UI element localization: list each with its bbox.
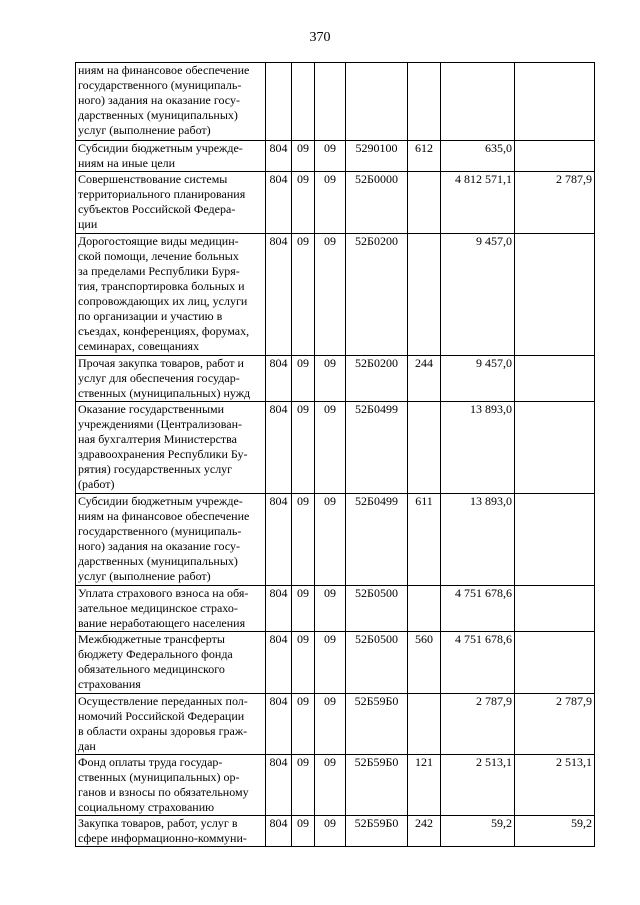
description-line: учреждениями (Централизован-: [78, 416, 243, 431]
amount-cell: 2 787,9: [515, 693, 595, 754]
budget-table: [75, 62, 595, 847]
description-line: ная бухгалтерия Министерства: [78, 432, 238, 447]
amount-cell: 9 457,0: [441, 233, 515, 355]
description-line: ного) задания на оказание госу-: [78, 539, 240, 554]
description-line: субъектов Российской Федера-: [78, 202, 236, 217]
description-line: дарственных (муниципальных): [78, 108, 238, 123]
code-cell: 52Б0499: [346, 493, 408, 585]
description-line: за пределами Республики Буря-: [78, 263, 240, 278]
code-cell: [266, 63, 292, 141]
code-cell: [408, 233, 441, 355]
description-line: здравоохранения Республики Бу-: [78, 447, 248, 462]
code-cell: 09: [315, 754, 346, 815]
amount-cell: 4 751 678,6: [441, 632, 515, 693]
code-cell: 09: [292, 693, 315, 754]
description-line: государственного (муниципаль-: [78, 524, 242, 539]
description-line: ного) задания на оказание госу-: [78, 93, 240, 108]
code-cell: 804: [266, 585, 292, 631]
description-line: услуг (выполнение работ): [78, 569, 211, 584]
amount-cell: 13 893,0: [441, 493, 515, 585]
code-cell: 09: [292, 585, 315, 631]
table-row: [76, 141, 595, 172]
code-cell: 09: [292, 401, 315, 493]
description-cell: [76, 754, 266, 815]
amount-cell: [515, 401, 595, 493]
code-cell: 52Б0200: [346, 233, 408, 355]
description-cell: [76, 172, 266, 233]
code-cell: 612: [408, 141, 441, 172]
description-line: вание неработающего населения: [78, 616, 246, 631]
code-cell: 611: [408, 493, 441, 585]
description-line: съездах, конференциях, форумах,: [78, 324, 250, 339]
code-cell: 804: [266, 816, 292, 847]
description-line: зательное медицинское страхо-: [78, 600, 238, 615]
description-line: по организации и участию в: [78, 309, 223, 324]
amount-cell: [515, 493, 595, 585]
description-line: Субсидии бюджетным учрежде-: [78, 141, 243, 155]
description-line: Осуществление переданных пол-: [78, 693, 248, 708]
description-cell: [76, 632, 266, 693]
description-line: ственных (муниципальных) нужд: [78, 385, 251, 400]
description-line: номочий Российской Федерации: [78, 708, 245, 723]
description-line: услуг для обеспечения государ-: [78, 370, 240, 385]
code-cell: 09: [292, 632, 315, 693]
code-cell: 09: [315, 493, 346, 585]
code-cell: 09: [292, 754, 315, 815]
description-line: страхования: [78, 677, 141, 692]
code-cell: 09: [315, 693, 346, 754]
code-cell: 804: [266, 493, 292, 585]
description-line: Уплата страхового взноса на обя-: [78, 585, 249, 600]
description-line: сфере информационно-коммуни-: [78, 831, 247, 846]
code-cell: 09: [292, 172, 315, 233]
table-row: [76, 493, 595, 585]
code-cell: 804: [266, 355, 292, 401]
description-line: тия, транспортировка больных и: [78, 278, 245, 293]
code-cell: 244: [408, 355, 441, 401]
table-row: [76, 355, 595, 401]
description-cell: [76, 816, 266, 847]
code-cell: 09: [315, 632, 346, 693]
description-line: семинарах, совещаниях: [78, 339, 200, 354]
code-cell: 52Б59Б0: [346, 693, 408, 754]
code-cell: 121: [408, 754, 441, 815]
code-cell: 804: [266, 401, 292, 493]
table-row: [76, 401, 595, 493]
description-line: ниям на финансовое обеспечение: [78, 63, 250, 77]
table-body: [76, 63, 595, 847]
description-cell: [76, 401, 266, 493]
amount-cell: [515, 355, 595, 401]
amount-cell: [515, 632, 595, 693]
table-row: [76, 63, 595, 141]
code-cell: [408, 585, 441, 631]
amount-cell: 2 513,1: [441, 754, 515, 815]
code-cell: 52Б0200: [346, 355, 408, 401]
code-cell: 09: [315, 401, 346, 493]
description-cell: [76, 63, 266, 141]
amount-cell: [515, 233, 595, 355]
code-cell: 5290100: [346, 141, 408, 172]
code-cell: [408, 172, 441, 233]
code-cell: 804: [266, 141, 292, 172]
code-cell: 09: [315, 355, 346, 401]
code-cell: 09: [292, 233, 315, 355]
table-row: [76, 172, 595, 233]
code-cell: [346, 63, 408, 141]
description-line: Совершенствование системы: [78, 172, 228, 187]
amount-cell: [515, 141, 595, 172]
table-row: [76, 632, 595, 693]
amount-cell: 2 513,1: [515, 754, 595, 815]
code-cell: 09: [315, 141, 346, 172]
code-cell: [408, 401, 441, 493]
amount-cell: 4 751 678,6: [441, 585, 515, 631]
amount-cell: 2 787,9: [441, 693, 515, 754]
code-cell: 52Б59Б0: [346, 754, 408, 815]
description-line: социальному страхованию: [78, 800, 215, 815]
description-cell: [76, 693, 266, 754]
code-cell: 804: [266, 172, 292, 233]
description-line: рятия) государственных услуг: [78, 462, 233, 477]
description-line: дан: [78, 738, 96, 753]
table-row: [76, 816, 595, 847]
code-cell: 09: [315, 585, 346, 631]
description-cell: [76, 355, 266, 401]
code-cell: 09: [315, 816, 346, 847]
code-cell: 52Б0499: [346, 401, 408, 493]
description-line: ниям на иные цели: [78, 156, 176, 171]
amount-cell: 13 893,0: [441, 401, 515, 493]
description-cell: [76, 233, 266, 355]
description-line: (работ): [78, 477, 115, 492]
code-cell: [408, 693, 441, 754]
amount-cell: 2 787,9: [515, 172, 595, 233]
code-cell: 52Б0000: [346, 172, 408, 233]
description-line: ганов и взносы по обязательному: [78, 785, 249, 800]
description-line: сопровождающих их лиц, услуги: [78, 293, 248, 308]
code-cell: 09: [315, 172, 346, 233]
description-line: Дорогостоящие виды медицин-: [78, 233, 239, 248]
code-cell: [315, 63, 346, 141]
description-line: Межбюджетные трансферты: [78, 632, 225, 647]
description-line: государственного (муниципаль-: [78, 78, 242, 93]
description-cell: [76, 493, 266, 585]
code-cell: 560: [408, 632, 441, 693]
code-cell: 52Б0500: [346, 585, 408, 631]
description-line: ственных (муниципальных) ор-: [78, 769, 240, 784]
table-row: [76, 585, 595, 631]
code-cell: 52Б59Б0: [346, 816, 408, 847]
page-number: 370: [309, 30, 331, 45]
amount-cell: [441, 63, 515, 141]
code-cell: 09: [292, 493, 315, 585]
code-cell: 804: [266, 693, 292, 754]
code-cell: 52Б0500: [346, 632, 408, 693]
amount-cell: 635,0: [441, 141, 515, 172]
code-cell: 09: [292, 816, 315, 847]
amount-cell: [515, 585, 595, 631]
amount-cell: [515, 63, 595, 141]
description-line: Фонд оплаты труда государ-: [78, 754, 223, 769]
description-line: Прочая закупка товаров, работ и: [78, 355, 244, 370]
description-line: в области охраны здоровья граж-: [78, 723, 248, 738]
code-cell: 09: [315, 233, 346, 355]
code-cell: 804: [266, 754, 292, 815]
description-line: обязательного медицинского: [78, 662, 225, 677]
description-line: Субсидии бюджетным учрежде-: [78, 493, 243, 508]
description-line: ции: [78, 217, 98, 232]
code-cell: 804: [266, 632, 292, 693]
amount-cell: 4 812 571,1: [441, 172, 515, 233]
description-line: ской помощи, лечение больных: [78, 248, 239, 263]
table-row: [76, 754, 595, 815]
code-cell: 804: [266, 233, 292, 355]
description-line: бюджету Федерального фонда: [78, 647, 233, 662]
code-cell: [292, 63, 315, 141]
description-line: дарственных (муниципальных): [78, 554, 238, 569]
code-cell: 242: [408, 816, 441, 847]
description-line: услуг (выполнение работ): [78, 123, 211, 138]
amount-cell: 59,2: [441, 816, 515, 847]
amount-cell: 59,2: [515, 816, 595, 847]
description-line: Закупка товаров, работ, услуг в: [78, 816, 238, 831]
description-cell: [76, 585, 266, 631]
description-line: Оказание государственными: [78, 401, 225, 416]
code-cell: [408, 63, 441, 141]
code-cell: 09: [292, 355, 315, 401]
description-line: территориального планирования: [78, 187, 246, 202]
table-row: [76, 233, 595, 355]
amount-cell: 9 457,0: [441, 355, 515, 401]
description-line: ниям на финансовое обеспечение: [78, 508, 250, 523]
description-cell: [76, 141, 266, 172]
code-cell: 09: [292, 141, 315, 172]
table-row: [76, 693, 595, 754]
